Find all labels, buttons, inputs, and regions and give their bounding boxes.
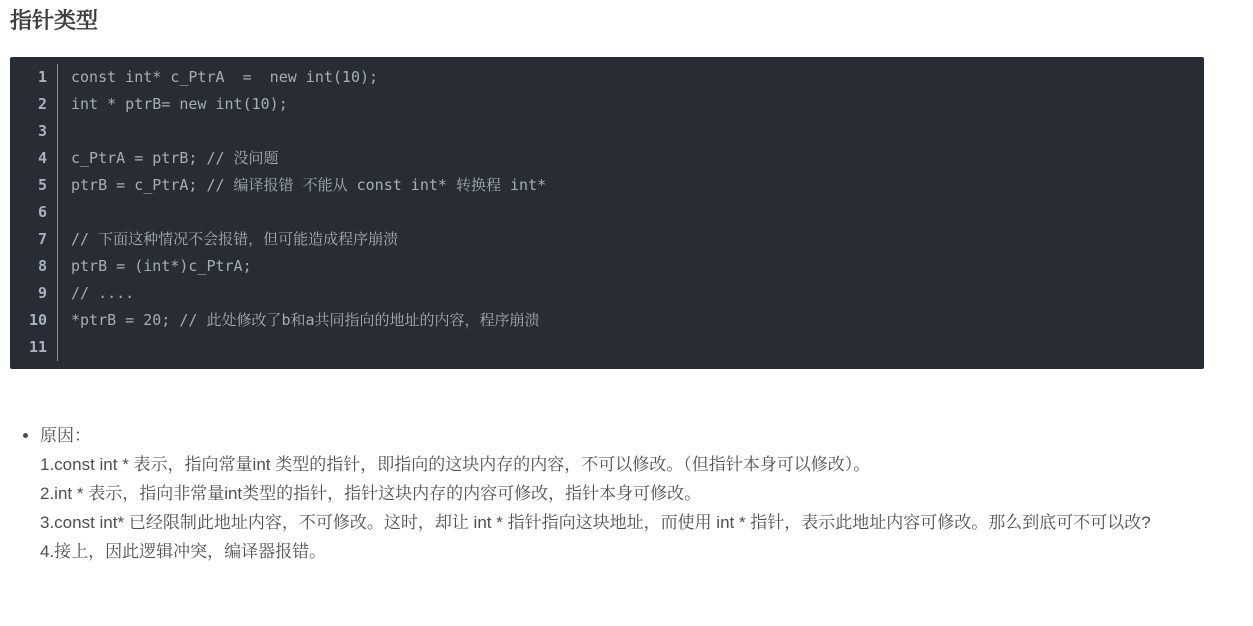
line-number: 4 bbox=[10, 145, 58, 172]
code-text bbox=[58, 334, 71, 361]
code-text bbox=[58, 199, 71, 226]
line-number: 2 bbox=[10, 91, 58, 118]
code-text: ptrB = (int*)c_PtrA; bbox=[71, 257, 252, 275]
code-text bbox=[58, 118, 71, 145]
line-number: 7 bbox=[10, 226, 58, 253]
code-text: // 下面这种情况不会报错，但可能造成程序崩溃 bbox=[71, 230, 399, 248]
code-line bbox=[10, 199, 1204, 226]
code-line bbox=[10, 253, 1204, 280]
code-line bbox=[10, 334, 1204, 361]
code-text: *ptrB = 20; // 此处修改了b和a共同指向的地址的内容，程序崩溃 bbox=[71, 311, 540, 329]
line-number: 10 bbox=[10, 307, 58, 334]
code-line bbox=[10, 307, 1204, 334]
note-line: 3.const int* 已经限制此地址内容，不可修改。这时，却让 int * 指针指向这块地址，而使用 int * 指针，表示此地址内容可修改。那么到底可不可以改? bbox=[40, 513, 1151, 532]
code-line bbox=[10, 226, 1204, 253]
line-number: 11 bbox=[10, 334, 58, 361]
code-line bbox=[10, 91, 1204, 118]
code-text: int * ptrB= new int(10); bbox=[71, 95, 288, 113]
code-block bbox=[10, 57, 1204, 369]
page-title: 指针类型 bbox=[10, 8, 99, 33]
line-number: 8 bbox=[10, 253, 58, 280]
code-line bbox=[10, 145, 1204, 172]
notes-bullet-label: • 原因： bbox=[40, 426, 91, 445]
code-text: // .... bbox=[71, 284, 135, 302]
code-lines bbox=[10, 64, 1204, 361]
note-line: 1.const int * 表示，指向常量int 类型的指针，即指向的这块内存的内容，不可以修改。（但指针本身可以修改）。 bbox=[40, 455, 871, 474]
code-text: c_PtrA = ptrB; // 没问题 bbox=[71, 149, 279, 167]
line-number: 5 bbox=[10, 172, 58, 199]
code-line bbox=[10, 118, 1204, 145]
code-text: const int* c_PtrA = new int(10); bbox=[71, 68, 379, 86]
line-number: 3 bbox=[10, 118, 58, 145]
code-text: ptrB = c_PtrA; // 编译报错 不能从 const int* 转换程 int* bbox=[71, 176, 547, 194]
line-number: 9 bbox=[10, 280, 58, 307]
code-line bbox=[10, 172, 1204, 199]
notes-item bbox=[40, 421, 1220, 566]
notes-list bbox=[10, 421, 1243, 566]
line-number: 6 bbox=[10, 199, 58, 226]
article-page bbox=[0, 8, 1253, 566]
line-number: 1 bbox=[10, 64, 58, 91]
code-line bbox=[10, 64, 1204, 91]
note-line: 2.int * 表示，指向非常量int类型的指针，指针这块内存的内容可修改，指针本身可修改。 bbox=[40, 484, 702, 503]
note-line: 4.接上，因此逻辑冲突，编译器报错。 bbox=[40, 542, 327, 561]
note-lines bbox=[40, 450, 1220, 566]
code-line bbox=[10, 280, 1204, 307]
